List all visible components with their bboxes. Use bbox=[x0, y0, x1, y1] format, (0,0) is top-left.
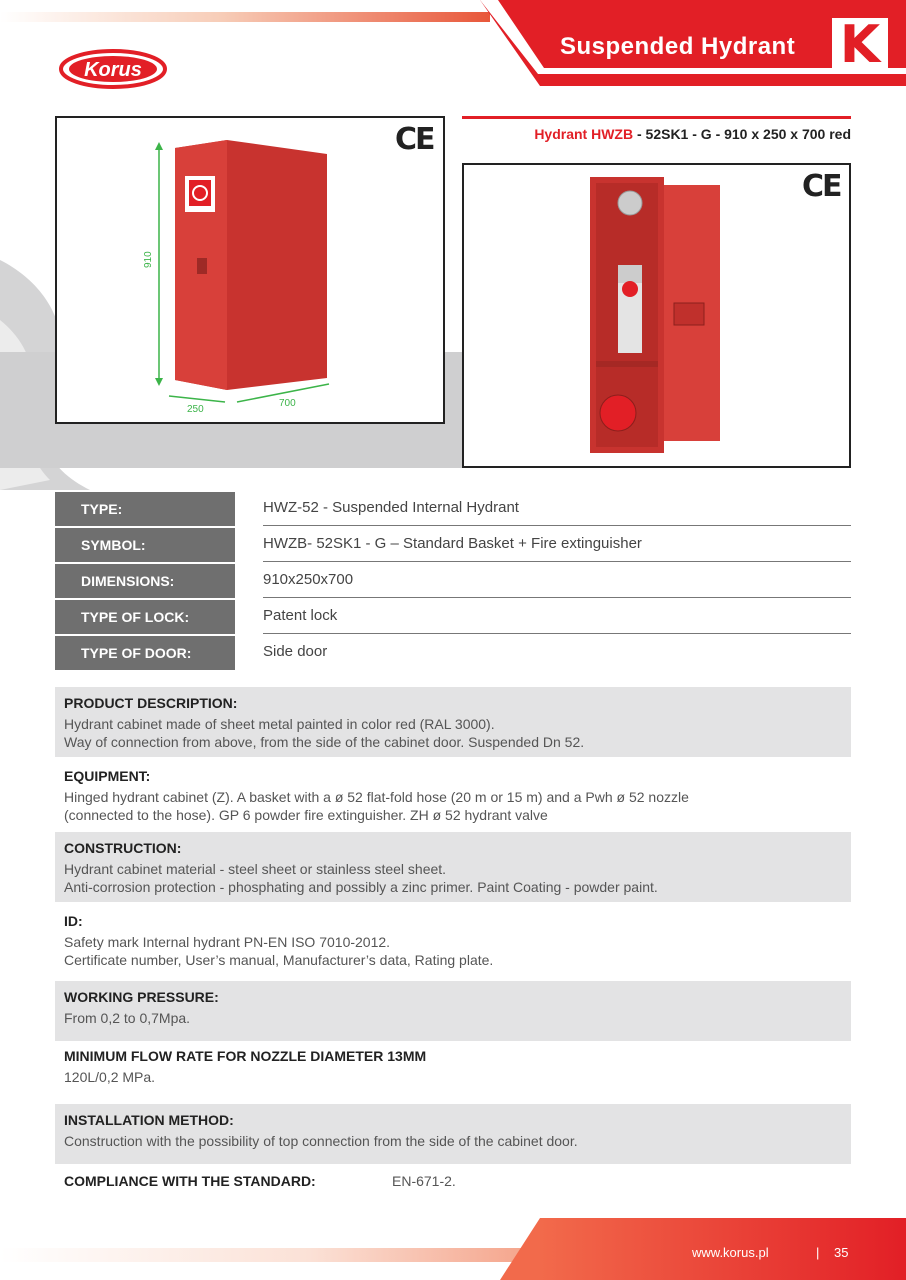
section-product-description bbox=[55, 687, 851, 757]
section-line: Hydrant cabinet material - steel sheet or stainless steel sheet. bbox=[64, 861, 447, 877]
spec-row-lock bbox=[55, 600, 851, 634]
section-construction bbox=[55, 832, 851, 902]
dimension-height-label: 910 bbox=[143, 251, 154, 268]
spec-label-lock: TYPE OF LOCK: bbox=[55, 600, 235, 634]
product-title-rest: - 52SK1 - G - 910 x 250 x 700 red bbox=[633, 126, 851, 142]
spec-row-door bbox=[55, 636, 851, 670]
brand-name: Korus bbox=[84, 59, 142, 81]
page-title: Suspended Hydrant bbox=[560, 33, 796, 60]
spec-row-type bbox=[55, 492, 851, 526]
spec-value-lock: Patent lock bbox=[263, 600, 851, 634]
section-line: From 0,2 to 0,7Mpa. bbox=[64, 1010, 191, 1026]
spec-label-symbol: SYMBOL: bbox=[55, 528, 235, 562]
section-line: (connected to the hose). GP 6 powder fire extinguisher. ZH ø 52 hydrant valve bbox=[64, 807, 548, 823]
section-line: Way of connection from above, from the side of the cabinet door. Suspended Dn 52. bbox=[64, 734, 585, 750]
ce-mark-icon-2: CE bbox=[802, 169, 841, 204]
product-title bbox=[462, 126, 851, 142]
spec-value-symbol: HWZB- 52SK1 - G – Standard Basket + Fire extinguisher bbox=[263, 528, 851, 562]
k-logo-icon: K bbox=[832, 18, 888, 72]
section-title: ID: bbox=[64, 913, 83, 929]
page-number: 35 bbox=[834, 1245, 849, 1260]
footer-separator: | bbox=[816, 1245, 820, 1260]
cabinet-dimension-drawing bbox=[57, 118, 443, 422]
product-title-accent: Hydrant HWZB bbox=[534, 126, 634, 142]
section-installation bbox=[55, 1104, 851, 1164]
section-id bbox=[55, 905, 851, 977]
footer-website-link[interactable]: www.korus.pl bbox=[692, 1245, 769, 1260]
section-line: Hinged hydrant cabinet (Z). A basket with a ø 52 flat-fold hose (20 m or 15 m) and a Pwh ø 52 nozzle bbox=[64, 789, 689, 805]
section-min-flow bbox=[55, 1040, 851, 1100]
product-image-dimensions bbox=[55, 116, 445, 424]
section-title: EQUIPMENT: bbox=[64, 768, 151, 784]
section-compliance bbox=[64, 1173, 456, 1189]
section-title: PRODUCT DESCRIPTION: bbox=[64, 695, 238, 711]
spec-value-dimensions: 910x250x700 bbox=[263, 564, 851, 598]
compliance-value: EN-671-2. bbox=[392, 1173, 456, 1189]
title-underline bbox=[462, 116, 851, 119]
section-title: CONSTRUCTION: bbox=[64, 840, 182, 856]
section-line: Construction with the possibility of top connection from the side of the cabinet door. bbox=[64, 1133, 578, 1149]
section-line: Safety mark Internal hydrant PN-EN ISO 7010-2012. bbox=[64, 934, 391, 950]
spec-value-type: HWZ-52 - Suspended Internal Hydrant bbox=[263, 492, 851, 526]
section-line: Anti-corrosion protection - phosphating and possibly a zinc primer. Paint Coating - powder paint. bbox=[64, 879, 658, 895]
spec-label-dimensions: DIMENSIONS: bbox=[55, 564, 235, 598]
section-working-pressure bbox=[55, 981, 851, 1041]
spec-row-dimensions bbox=[55, 564, 851, 598]
dimension-width-label: 700 bbox=[279, 398, 296, 409]
korus-logo bbox=[58, 48, 168, 90]
section-line: 120L/0,2 MPa. bbox=[64, 1069, 156, 1085]
compliance-label: COMPLIANCE WITH THE STANDARD: bbox=[64, 1173, 316, 1189]
dimension-depth-label: 250 bbox=[187, 404, 204, 415]
header-gradient-strip bbox=[0, 12, 490, 22]
cabinet-open-drawing bbox=[464, 165, 849, 466]
ce-mark-icon: CE bbox=[395, 122, 434, 157]
section-title: MINIMUM FLOW RATE FOR NOZZLE DIAMETER 13MM bbox=[64, 1048, 427, 1064]
section-title: WORKING PRESSURE: bbox=[64, 989, 219, 1005]
product-image-open bbox=[462, 163, 851, 468]
spec-value-door: Side door bbox=[263, 643, 328, 660]
section-line: Certificate number, User’s manual, Manufacturer’s data, Rating plate. bbox=[64, 952, 494, 968]
section-line: Hydrant cabinet made of sheet metal painted in color red (RAL 3000). bbox=[64, 716, 495, 732]
section-title: INSTALLATION METHOD: bbox=[64, 1112, 234, 1128]
section-equipment bbox=[55, 760, 851, 830]
spec-row-symbol bbox=[55, 528, 851, 562]
spec-label-type: TYPE: bbox=[55, 492, 235, 526]
spec-label-door: TYPE OF DOOR: bbox=[55, 636, 235, 670]
